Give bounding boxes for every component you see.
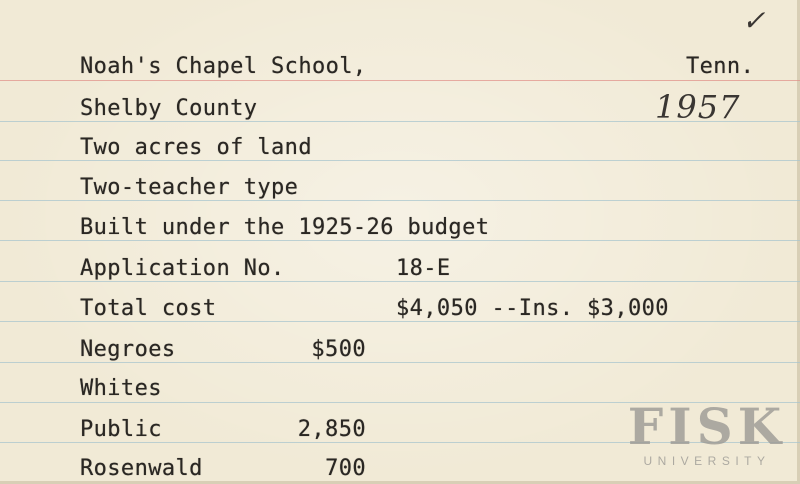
contribution-label: Rosenwald — [80, 456, 203, 481]
school-name: Noah's Chapel School, — [80, 54, 367, 79]
contribution-label: Public — [80, 417, 162, 442]
contribution-value: 2,850 — [297, 417, 366, 442]
type-line: Two-teacher type — [80, 175, 299, 200]
fisk-university-watermark — [622, 397, 792, 468]
land-line: Two acres of land — [80, 135, 312, 160]
ruled-line — [0, 281, 800, 282]
red-margin-rule — [0, 80, 800, 81]
ruled-line — [0, 240, 800, 241]
state: Tenn. — [686, 54, 755, 79]
contribution-value: 700 — [325, 456, 366, 481]
ruled-line — [0, 362, 800, 363]
county: Shelby County — [80, 96, 258, 121]
budget-line: Built under the 1925-26 budget — [80, 215, 490, 240]
ruled-line — [0, 200, 800, 201]
application-label: Application No. — [80, 256, 285, 281]
ruled-line — [0, 160, 800, 161]
watermark-main: FISK — [627, 397, 787, 456]
contribution-label: Whites — [80, 376, 162, 401]
watermark-sub: UNIVERSITY — [643, 454, 771, 468]
contribution-value: $500 — [311, 337, 366, 362]
ruled-line — [0, 321, 800, 322]
application-value: 18-E — [396, 256, 451, 281]
handwritten-year: 1957 — [655, 88, 741, 126]
total-cost-value: $4,050 --Ins. $3,000 — [396, 296, 669, 321]
check-mark: ✓ — [742, 4, 766, 37]
total-cost-label: Total cost — [80, 296, 217, 321]
contribution-label: Negroes — [80, 337, 176, 362]
